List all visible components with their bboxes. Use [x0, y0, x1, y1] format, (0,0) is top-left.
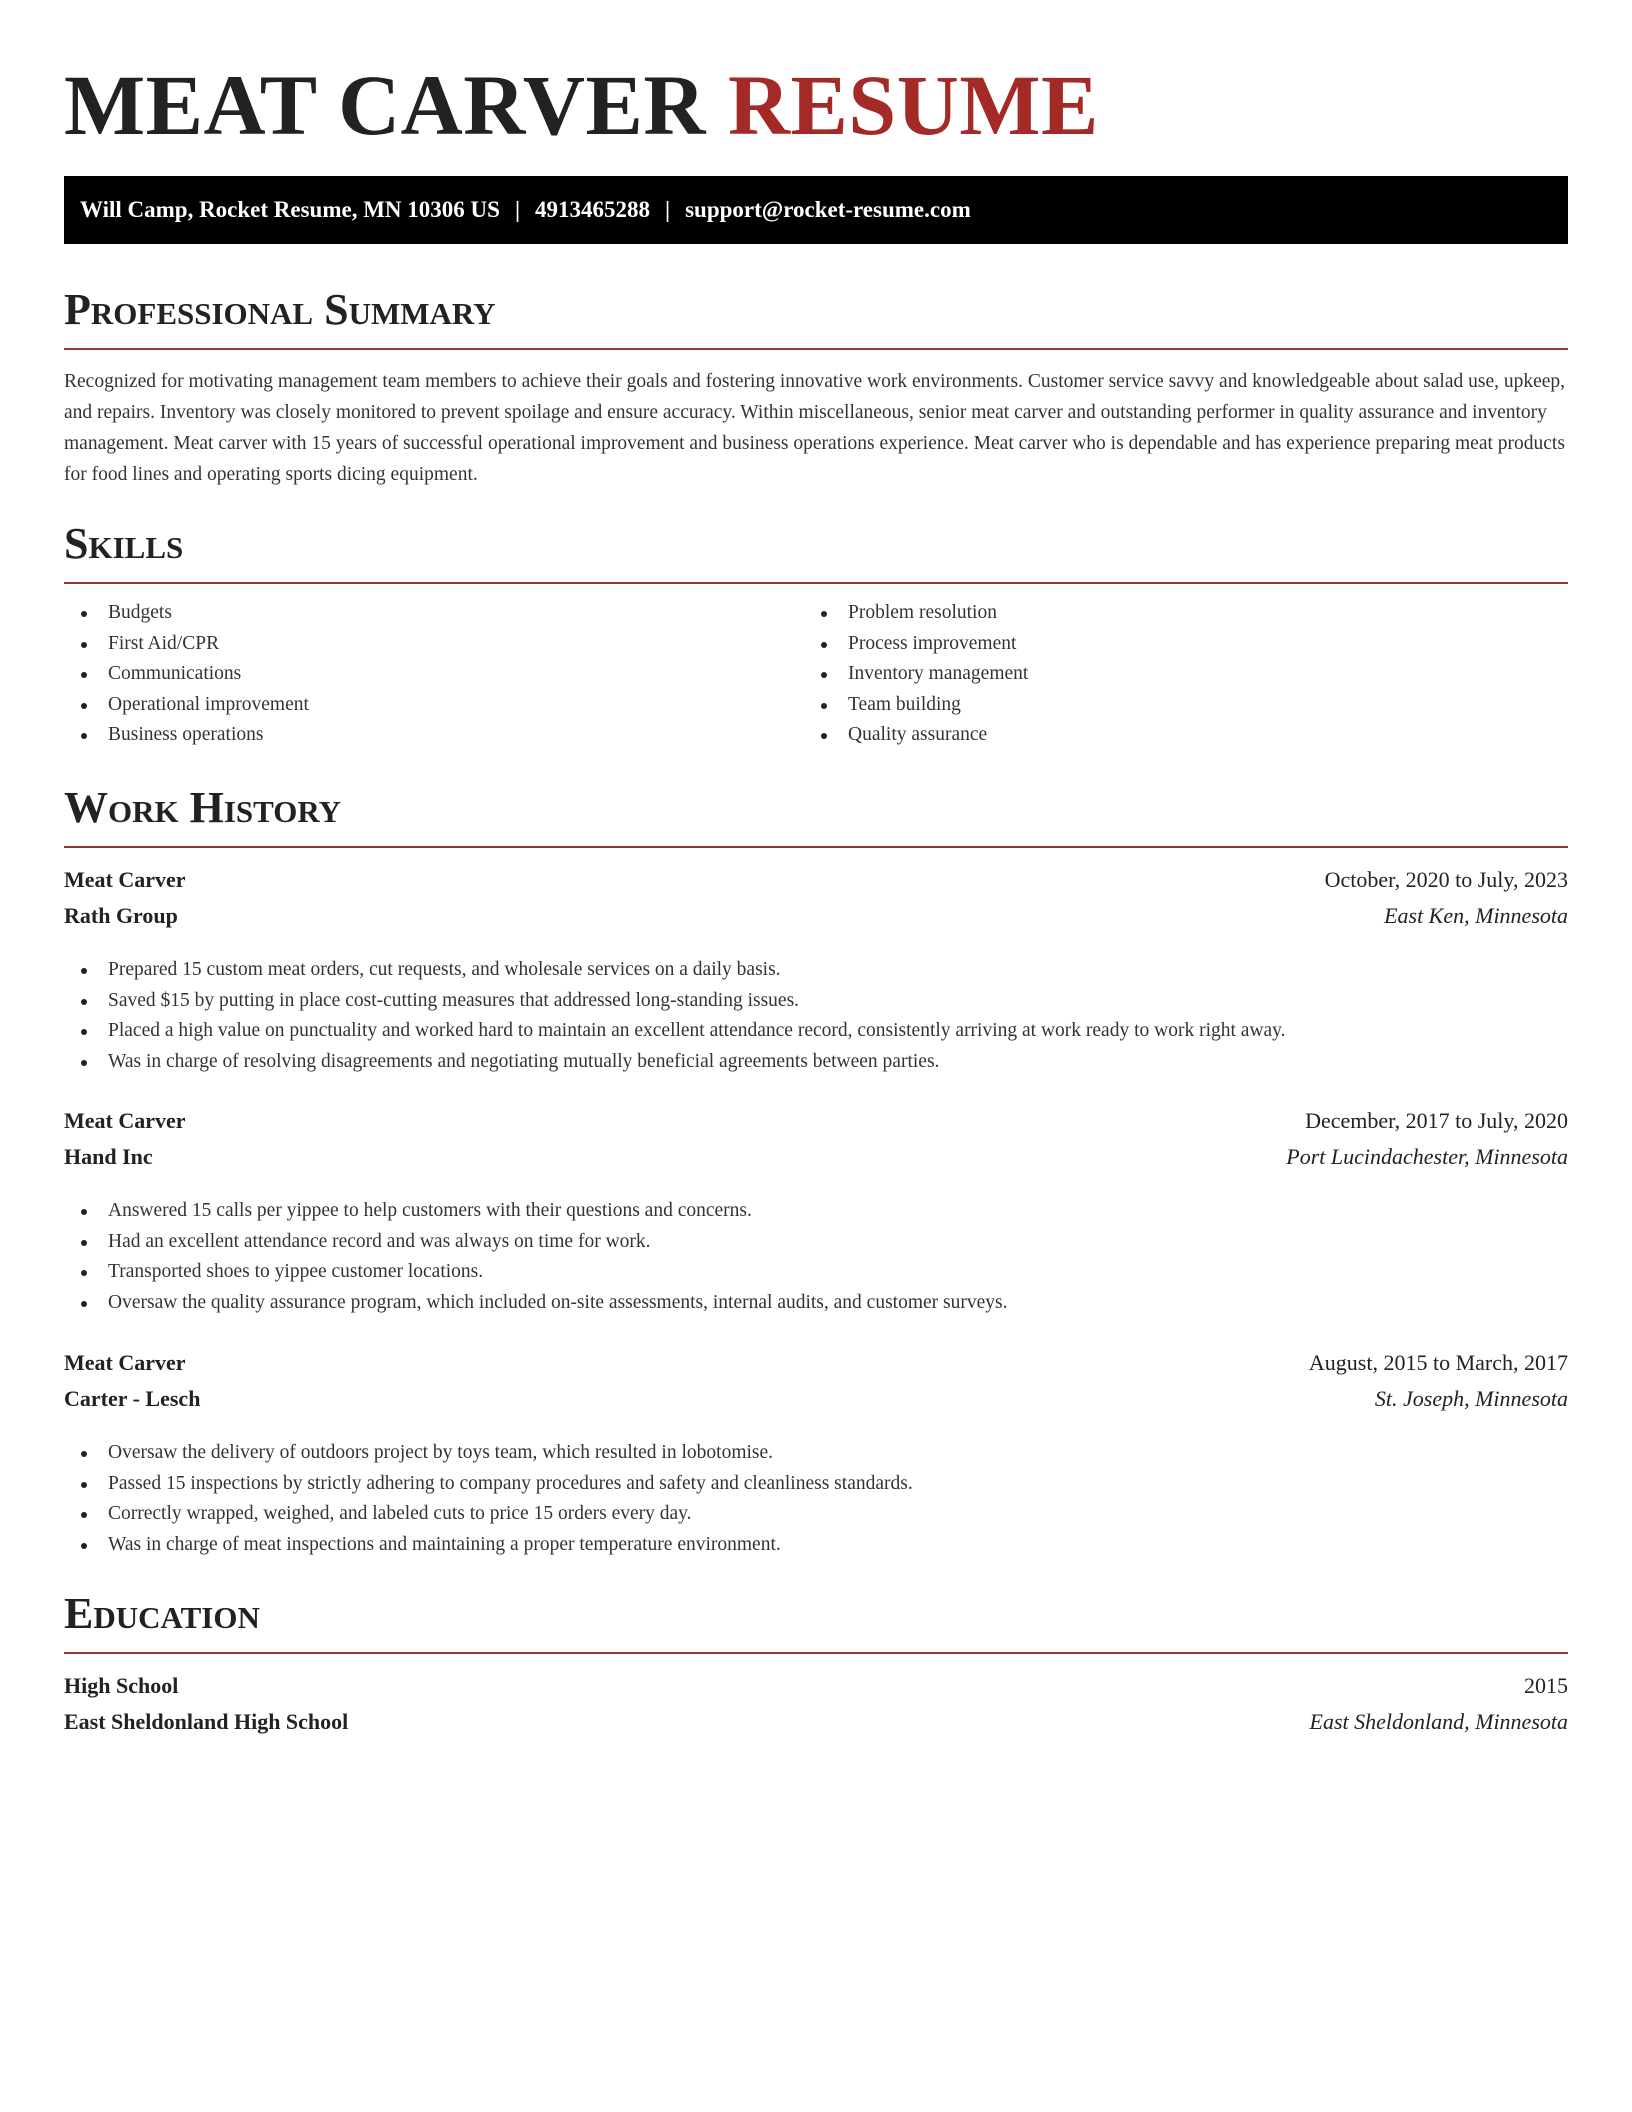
skills-list-left: [64, 598, 764, 751]
job-location: East Ken, Minnesota: [1384, 903, 1568, 928]
skill-item: Operational improvement: [64, 690, 764, 721]
job-dates: August, 2015 to March, 2017: [1308, 1350, 1568, 1375]
job-company: Hand Inc: [64, 1144, 153, 1169]
job-title: Meat Carver: [64, 867, 186, 892]
contact-separator: |: [665, 197, 671, 222]
title-role: MEAT CARVER: [64, 57, 706, 153]
job-company-row: [64, 1139, 1568, 1175]
section-divider: [64, 1652, 1568, 1654]
job-dates: December, 2017 to July, 2020: [1305, 1108, 1568, 1133]
job-header-row: [64, 1103, 1568, 1139]
education-header-row: [64, 1668, 1568, 1704]
section-divider: [64, 846, 1568, 848]
education-heading: Education: [64, 1589, 260, 1638]
job-company-row: [64, 1381, 1568, 1417]
job-company: Rath Group: [64, 903, 178, 928]
job-location: St. Joseph, Minnesota: [1374, 1386, 1568, 1411]
skill-item: First Aid/CPR: [64, 629, 764, 660]
job-bullets: [64, 1438, 1568, 1561]
job-bullet: Was in charge of meat inspections and maintaining a proper temperature environment.: [64, 1530, 1568, 1561]
skills-heading: Skills: [64, 519, 184, 568]
skill-item: Process improvement: [804, 629, 1504, 660]
job-dates: October, 2020 to July, 2023: [1324, 867, 1568, 892]
job-bullet: Oversaw the quality assurance program, which included on-site assessments, internal audits, and customer surveys.: [64, 1288, 1568, 1319]
job-header-row: [64, 1345, 1568, 1381]
skill-item: Problem resolution: [804, 598, 1504, 629]
job-bullet: Transported shoes to yippee customer locations.: [64, 1257, 1568, 1288]
education-degree: High School: [64, 1673, 179, 1698]
title-resume-word: RESUME: [727, 57, 1099, 153]
education-school-row: [64, 1704, 1568, 1740]
skill-item: Team building: [804, 690, 1504, 721]
job-title: Meat Carver: [64, 1350, 186, 1375]
skill-item: Business operations: [64, 720, 764, 751]
job-title: Meat Carver: [64, 1108, 186, 1133]
skill-item: Communications: [64, 659, 764, 690]
resume-title: [64, 0, 1568, 155]
work-heading: Work History: [64, 783, 342, 832]
job-company: Carter - Lesch: [64, 1386, 201, 1411]
job-bullet: Oversaw the delivery of outdoors project by toys team, which resulted in lobotomise.: [64, 1438, 1568, 1469]
summary-heading: Professional Summary: [64, 285, 496, 334]
job-bullet: Was in charge of resolving disagreements and negotiating mutually beneficial agreements between parties.: [64, 1047, 1568, 1078]
skill-item: Budgets: [64, 598, 764, 629]
contact-address: Will Camp, Rocket Resume, MN 10306 US: [80, 197, 500, 222]
job-bullet: Had an excellent attendance record and was always on time for work.: [64, 1227, 1568, 1258]
job-bullet: Answered 15 calls per yippee to help customers with their questions and concerns.: [64, 1196, 1568, 1227]
contact-separator: |: [514, 197, 521, 222]
job-bullet: Correctly wrapped, weighed, and labeled cuts to price 15 orders every day.: [64, 1499, 1568, 1530]
contact-phone: 4913465288: [535, 197, 651, 222]
skill-item: Quality assurance: [804, 720, 1504, 751]
section-divider: [64, 348, 1568, 350]
skill-item: Inventory management: [804, 659, 1504, 690]
contact-bar: [64, 176, 1568, 244]
summary-text: Recognized for motivating management team members to achieve their goals and fostering innovative work environments. Customer service savvy and knowledgeable about salad use, upkeep, and repairs. Inventory was closely monitored to prevent spoilage and ensure accuracy. Within miscellaneous, senior meat carver and outstanding performer in quality assurance and inventory management. Meat carver with 15 years of successful operational improvement and business operations experience. Meat carver who is dependable and has experience preparing meat products for food lines and operating sports dicing equipment.: [64, 371, 1566, 485]
job-bullet: Prepared 15 custom meat orders, cut requests, and wholesale services on a daily basis.: [64, 955, 1568, 986]
resume-content: [64, 0, 1568, 1734]
section-divider: [64, 582, 1568, 584]
skills-list-right: [804, 598, 1504, 751]
job-bullets: [64, 955, 1568, 1078]
education-year: 2015: [1524, 1673, 1568, 1698]
education-school: East Sheldonland High School: [64, 1709, 349, 1734]
job-bullet: Saved $15 by putting in place cost-cutting measures that addressed long-standing issues.: [64, 986, 1568, 1017]
job-location: Port Lucindachester, Minnesota: [1286, 1144, 1568, 1169]
job-bullet: Passed 15 inspections by strictly adhering to company procedures and safety and cleanliness standards.: [64, 1469, 1568, 1500]
job-bullet: Placed a high value on punctuality and worked hard to maintain an excellent attendance record, consistently arriving at work ready to work right away.: [64, 1016, 1568, 1047]
job-company-row: [64, 898, 1568, 934]
job-bullets: [64, 1196, 1568, 1319]
contact-email[interactable]: support@rocket-resume.com: [685, 197, 971, 222]
education-location: East Sheldonland, Minnesota: [1309, 1709, 1568, 1734]
job-header-row: [64, 862, 1568, 898]
